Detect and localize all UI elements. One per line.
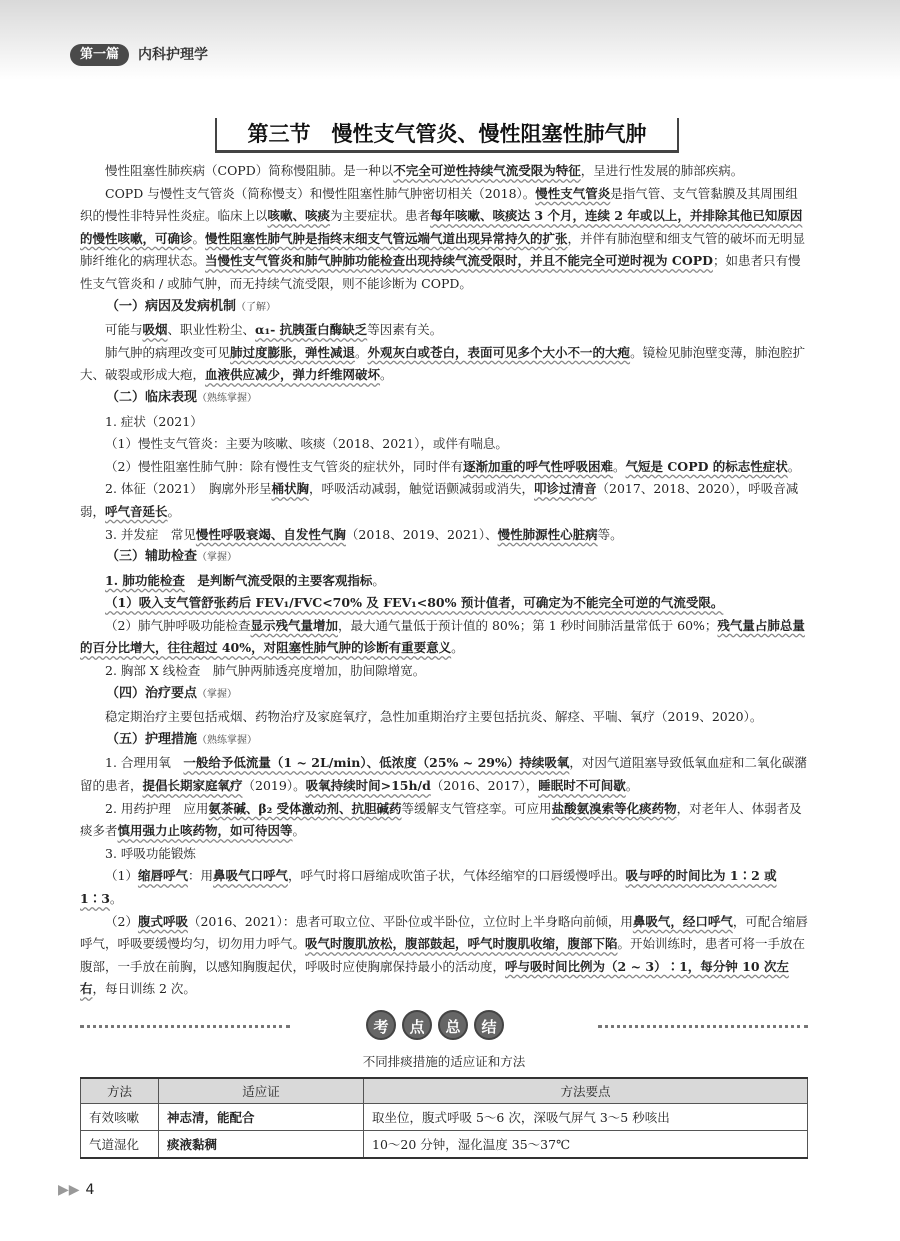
table-cell: 有效咳嗽 bbox=[81, 1104, 159, 1131]
paragraph: 1. 合理用氧 一般给予低流量（1 ~ 2L/min）、低浓度（25% ~ 29%）持续吸氧，对因气道阻塞导致低氧血症和二氧化碳潴留的患者，提倡长期家庭氧疗（2019）。吸氧持续时间>15h/d（2016、2017），睡眠时不可间歇。 bbox=[80, 755, 807, 794]
table-cell: 气道湿化 bbox=[81, 1131, 159, 1159]
paragraph: （1）吸入支气管舒张药后 FEV₁/FVC<70% 及 FEV₁<80% 预计值者，可确定为不能完全可逆的气流受限。 bbox=[105, 595, 724, 611]
page-number: 4 bbox=[85, 1182, 95, 1198]
column-header: 适应证 bbox=[159, 1078, 364, 1104]
table-caption: 不同排痰措施的适应证和方法 bbox=[362, 1054, 526, 1069]
paragraph: 1. 肺功能检查 是判断气流受限的主要客观指标。 bbox=[105, 572, 385, 588]
double-arrow-icon: ▶▶ bbox=[58, 1182, 80, 1198]
table-cell: 神志清，能配合 bbox=[159, 1104, 364, 1131]
paragraph: 肺气肿的病理改变可见肺过度膨胀，弹性减退。外观灰白或苍白，表面可见多个大小不一的大疱。镜检见肺泡壁变薄，肺泡腔扩大、破裂或形成大疱，血液供应减少，弹力纤维网破坏。 bbox=[80, 344, 806, 383]
section-title-box bbox=[215, 118, 679, 153]
summary-divider bbox=[80, 1010, 808, 1040]
paragraph: 3. 呼吸功能锻炼 bbox=[105, 845, 196, 861]
paragraph: 2. 用药护理 应用氨茶碱、β₂ 受体激动剂、抗胆碱药等缓解支气管痉挛。可应用盐酸氨溴索等化痰药物，对老年人、体弱者及痰多者慎用强力止咳药物，如可待因等。 bbox=[80, 800, 802, 839]
summary-char: 考 bbox=[366, 1010, 396, 1040]
paragraph: 慢性阻塞性肺疾病（COPD）简称慢阻肺。是一种以不完全可逆性持续气流受限为特征，呈进行性发展的肺部疾病。 bbox=[105, 163, 744, 178]
paragraph: （1）慢性支气管炎：主要为咳嗽、咳痰（2018、2021），或伴有喘息。 bbox=[105, 436, 508, 452]
table-header-row bbox=[81, 1078, 808, 1104]
paragraph: 2. 体征（2021） 胸廓外形呈桶状胸，呼吸活动减弱，触觉语颤减弱或消失，叩诊过清音（2017、2018、2020），呼吸音减弱，呼气音延长。 bbox=[80, 481, 799, 519]
summary-table bbox=[80, 1077, 808, 1159]
paragraph: （1）缩唇呼气：用鼻吸气口呼气，呼气时将口唇缩成吹笛子状，气体经缩窄的口唇缓慢呼出。吸与呼的时间比为 1∶2 或 1∶3。 bbox=[80, 868, 777, 906]
summary-char: 结 bbox=[474, 1010, 504, 1040]
heading-etiology: （一）病因及发病机制（了解） bbox=[106, 298, 277, 314]
section-title: 第三节 慢性支气管炎、慢性阻塞性肺气肿 bbox=[247, 122, 647, 146]
page-header bbox=[0, 0, 900, 80]
summary-badge bbox=[366, 1010, 504, 1040]
table-cell: 痰液黏稠 bbox=[159, 1131, 364, 1159]
paragraph: （2）腹式呼吸（2016、2021）：患者可取立位、平卧位或半卧位，立位时上半身略向前倾，用鼻吸气，经口呼气，可配合缩唇呼气，呼吸要缓慢均匀，切勿用力呼气。吸气时腹肌放松，腹部鼓起，呼气时腹肌收缩，腹部下陷。开始训练时，患者可将一手放在腹部，一手放在前胸，以感知胸腹起伏，呼吸时应使胸廓保持最小的活动度，呼与吸时间比例为（2 ~ 3）∶1，每分钟 10 次左右，每日训练 2 次。 bbox=[80, 913, 808, 997]
paragraph: COPD 与慢性支气管炎（简称慢支）和慢性阻塞性肺气肿密切相关（2018）。慢性支气管炎是指气管、支气管黏膜及其周围组织的慢性非特异性炎症。临床上以咳嗽、咳痰为主要症状。患者每年咳嗽、咳痰达 3 个月，连续 2 年或以上，并排除其他已知原因的慢性咳嗽，可确诊。慢性阻塞性肺气肿是指终末细支气管远端气道出现异常持久的扩张，并伴有肺泡壁和细支气管的破坏而无明显肺纤维化的病理状态。当慢性支气管炎和肺气肿肺功能检查出现持续气流受限时，并且不能完全可逆时视为 COPD；如患者只有慢性支气管炎和 / 或肺气肿，而无持续气流受限，则不能诊断为 COPD。 bbox=[80, 185, 806, 291]
table-cell: 10～20 分钟，湿化温度 35～37℃ bbox=[364, 1131, 808, 1159]
heading-clinical: （二）临床表现（熟练掌握） bbox=[106, 389, 258, 405]
column-header: 方法要点 bbox=[364, 1078, 808, 1104]
heading-exam: （三）辅助检查（掌握） bbox=[106, 549, 238, 565]
paragraph: 1. 症状（2021） bbox=[105, 413, 203, 429]
subject-title: 内科护理学 bbox=[138, 47, 208, 63]
column-header: 方法 bbox=[81, 1078, 159, 1104]
table-row bbox=[81, 1131, 808, 1159]
dotted-line bbox=[598, 1025, 808, 1028]
paragraph: （2）肺气肿呼吸功能检查显示残气量增加，最大通气量低于预计值的 80%；第 1 秒时间肺活量常低于 60%；残气量占肺总量的百分比增大，往往超过 40%，对阻塞性肺气肿的诊断有重要意义。 bbox=[80, 617, 805, 656]
table-cell: 取坐位，腹式呼吸 5～6 次，深吸气屏气 3～5 秒咳出 bbox=[364, 1104, 808, 1131]
page-footer bbox=[58, 1182, 94, 1198]
paragraph: （2）慢性阻塞性肺气肿：除有慢性支气管炎的症状外，同时伴有逐渐加重的呼气性呼吸困难。气短是 COPD 的标志性症状。 bbox=[105, 458, 801, 474]
heading-treatment: （四）治疗要点（掌握） bbox=[106, 685, 238, 701]
table-row bbox=[81, 1104, 808, 1131]
paragraph: 3. 并发症 常见慢性呼吸衰竭、自发性气胸（2018、2019、2021）、慢性肺源性心脏病等。 bbox=[105, 526, 623, 542]
summary-char: 总 bbox=[438, 1010, 468, 1040]
part-badge: 第一篇 bbox=[70, 44, 129, 66]
dotted-line bbox=[80, 1025, 290, 1028]
main-content bbox=[80, 160, 808, 1001]
paragraph: 稳定期治疗主要包括戒烟、药物治疗及家庭氧疗，急性加重期治疗主要包括抗炎、解痉、平喘、氧疗（2019、2020）。 bbox=[105, 709, 763, 725]
heading-nursing: （五）护理措施（熟练掌握） bbox=[106, 731, 258, 747]
summary-char: 点 bbox=[402, 1010, 432, 1040]
paragraph: 可能与吸烟、职业性粉尘、α₁- 抗胰蛋白酶缺乏等因素有关。 bbox=[105, 322, 443, 338]
paragraph: 2. 胸部 X 线检查 肺气肿两肺透亮度增加，肋间隙增宽。 bbox=[105, 663, 426, 679]
